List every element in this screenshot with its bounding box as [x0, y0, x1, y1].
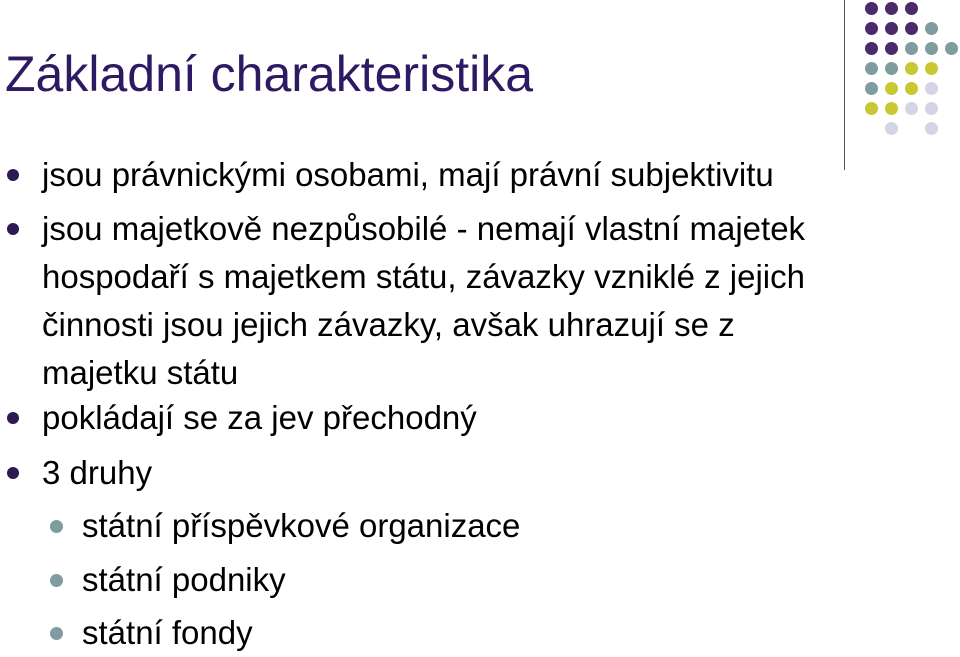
bullet-item: [42, 205, 805, 397]
bullet-text-line: hospodaří s majetkem státu, závazky vzniklé z jejich: [42, 258, 805, 295]
bullet-text: pokládají se za jev přechodný: [42, 399, 477, 436]
sub-bullet-text: státní příspěvkové organizace: [82, 507, 521, 544]
bullet-text: jsou právnickými osobami, mají právní subjektivitu: [42, 156, 774, 193]
sub-bullet-text: státní podniky: [82, 561, 286, 598]
bullet-text: 3 druhy: [42, 454, 153, 491]
sub-bullet-dot-icon: [50, 627, 63, 640]
sub-bullet-dot-icon: [50, 520, 63, 533]
bullet-dot-icon: [7, 223, 19, 235]
bullet-dot-icon: [7, 169, 19, 181]
bullet-dot-icon: [7, 412, 19, 424]
bullet-item: [42, 449, 152, 497]
sub-bullet-dot-icon: [50, 574, 63, 587]
bullet-text-line: činnosti jsou jejich závazky, avšak uhrazují se z: [42, 306, 735, 343]
sub-bullet-text: státní fondy: [82, 614, 253, 651]
bullet-dot-icon: [7, 467, 19, 479]
bullet-text-line: jsou majetkově nezpůsobilé - nemají vlastní majetek: [42, 210, 806, 247]
bullet-item: [42, 151, 774, 199]
sub-bullet-item: [82, 502, 520, 550]
slide-title: Základní charakteristika: [5, 46, 534, 102]
sub-bullet-item: [82, 556, 286, 604]
bullet-text-line: majetku státu: [42, 354, 239, 391]
sub-bullet-item: [82, 609, 253, 657]
bullet-item: [42, 394, 477, 442]
